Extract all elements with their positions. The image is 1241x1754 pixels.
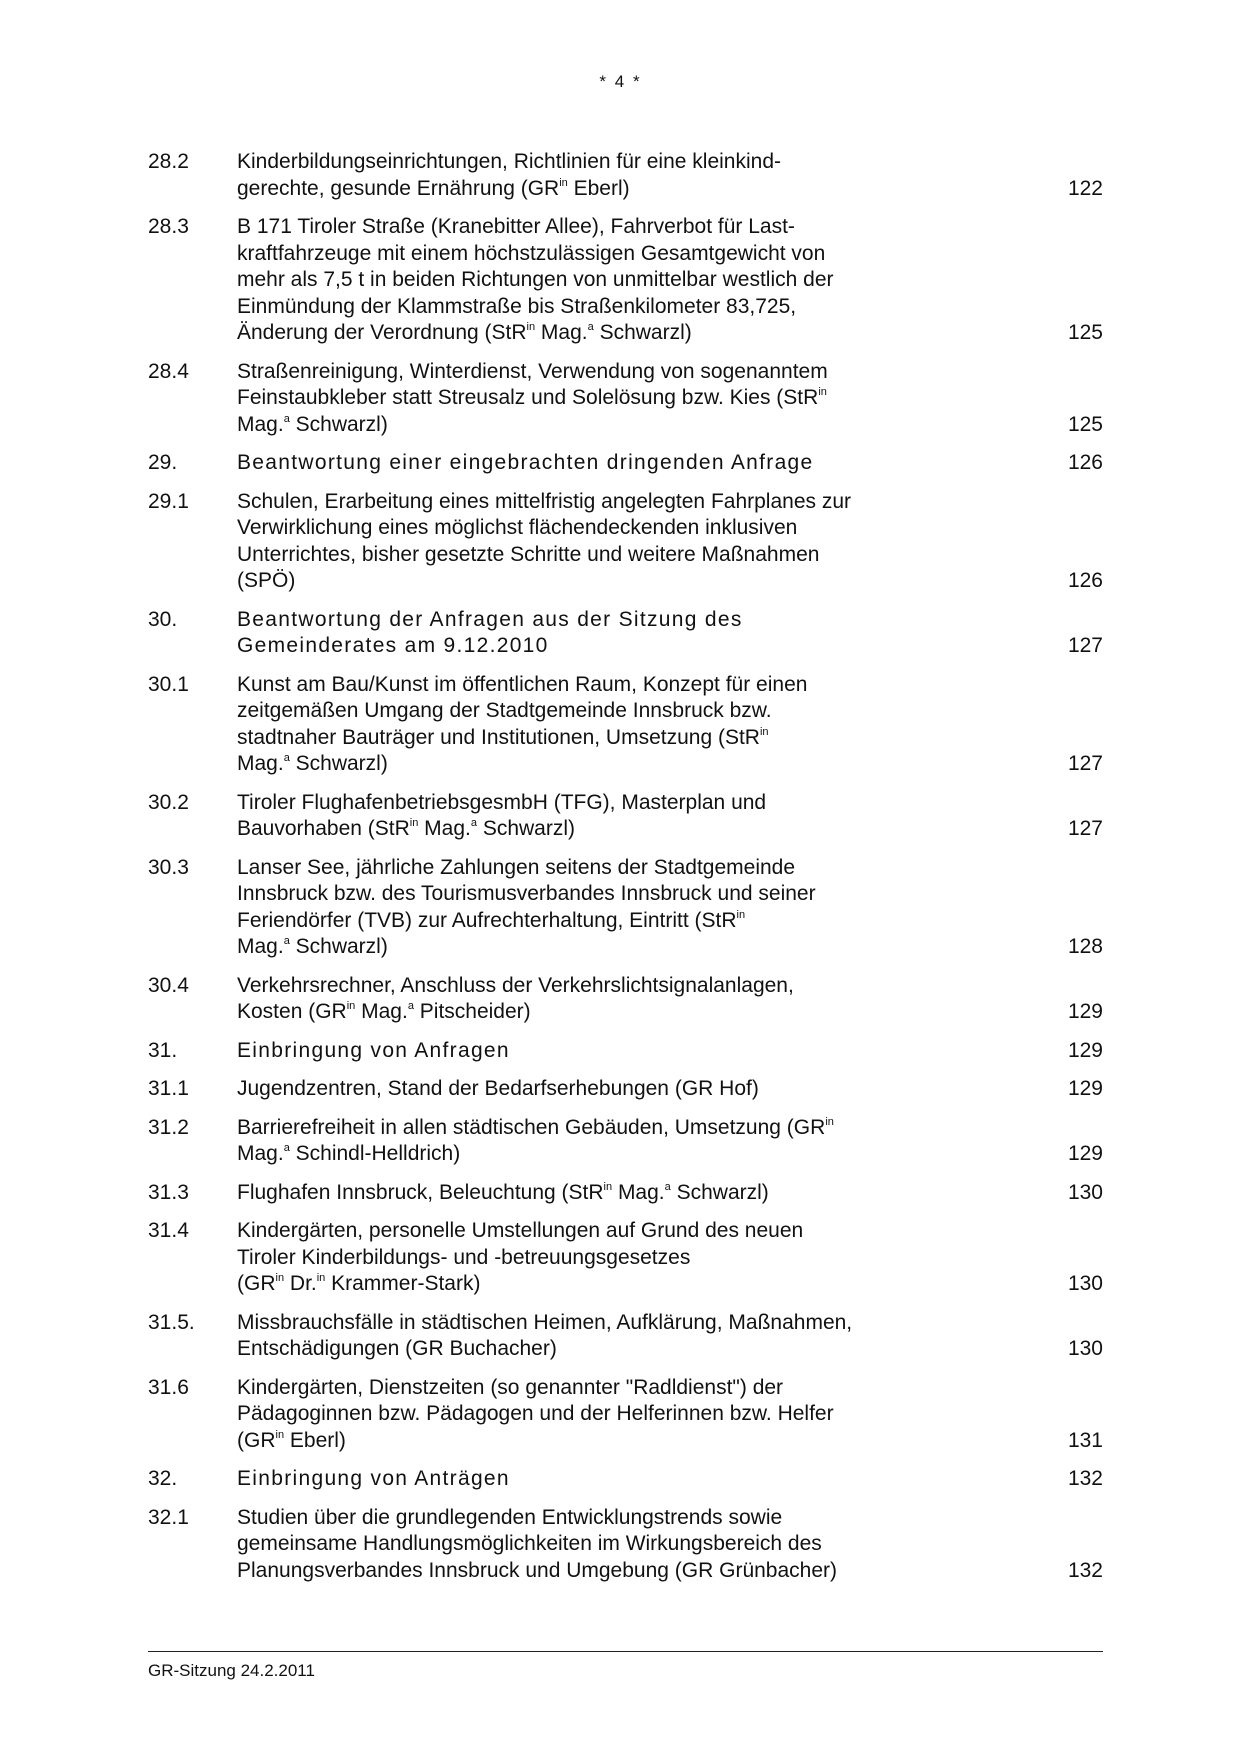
- toc-entry-page: 126: [1067, 451, 1103, 474]
- toc-entry-title-line: gerechte, gesunde Ernährung ($GR^{in}$ Eberl): [237, 176, 630, 200]
- toc-entry-title-line: Beantwortung einer eingebrachten dringenden Anfrage: [237, 451, 814, 474]
- toc-entry-page: 132: [1067, 1558, 1103, 1582]
- toc-entry-title: [237, 855, 977, 961]
- toc-entry: [148, 672, 1103, 778]
- toc-entry: [148, 1505, 1103, 1585]
- toc-entry-title-line: Bauvorhaben (StR$^{in}$ Mag.$^a$ Schwarzl): [237, 817, 576, 840]
- footer-session-date: GR-Sitzung 24.2.2011: [148, 1661, 315, 1680]
- toc-entry-title-line: Feriendörfer (TVB) zur Aufrechterhaltung, Eintritt (StR$^{in}$: [237, 908, 746, 932]
- toc-entry-title: [237, 1038, 977, 1065]
- toc-entry: [148, 790, 1103, 843]
- toc-entry-number: 31.5.: [148, 1310, 195, 1334]
- toc-entry-page: 129: [1067, 1038, 1103, 1062]
- toc-entry-page: 132: [1067, 1467, 1103, 1490]
- toc-entry-title: [237, 1375, 977, 1455]
- toc-section-heading: [148, 1038, 1103, 1065]
- toc-entry: [148, 855, 1103, 961]
- toc-entry-page: 130: [1067, 1272, 1103, 1295]
- toc-entry-title-line: Missbrauchsfälle in städtischen Heimen, Aufklärung, Maßnahmen,: [237, 1310, 853, 1334]
- toc-entry-title-line: Verkehrsrechner, Anschluss der Verkehrslichtsignalanlagen,: [237, 973, 794, 997]
- toc-entry-title-line: zeitgemäßen Umgang der Stadtgemeinde Innsbruck bzw.: [237, 699, 772, 722]
- toc-entry-title-line: Einmündung der Klammstraße bis Straßenkilometer 83,725,: [237, 294, 797, 318]
- toc-entry-number: 30.1: [148, 672, 189, 696]
- toc-entry-page: 127: [1067, 634, 1103, 657]
- toc-entry-title-line: Innsbruck bzw. des Tourismusverbandes Innsbruck und seiner: [237, 882, 816, 905]
- toc-entry-title-line: Kindergärten, personelle Umstellungen auf Grund des neuen: [237, 1219, 804, 1242]
- page-number: * 4 *: [599, 72, 642, 91]
- toc-entry-title: [237, 489, 977, 595]
- toc-entry-title: [237, 672, 977, 778]
- toc-entry: [148, 149, 1103, 202]
- toc-entry-title-line: Änderung der Verordnung (StR$^{in}$ Mag.$^a$ Schwarzl): [237, 321, 692, 344]
- toc-entry-title-line: Mag.$^a$ Schwarzl): [237, 412, 388, 436]
- toc-entry-title-line: Unterrichtes, bisher gesetzte Schritte und weitere Maßnahmen: [237, 542, 820, 566]
- toc-entry: [148, 1076, 1103, 1103]
- toc-entry-title-line: (SPÖ): [237, 569, 296, 592]
- toc-entry-number: 30.4: [148, 973, 189, 997]
- toc-entry-title-line: Einbringung von Anfragen: [237, 1038, 510, 1062]
- toc-entry-title: [237, 450, 977, 477]
- toc-entry-page: 127: [1067, 817, 1103, 840]
- toc-entry-page: 122: [1067, 176, 1103, 200]
- toc-entry-title-line: Schulen, Erarbeitung eines mittelfristig angelegten Fahrplanes zur: [237, 489, 852, 513]
- toc-entry: [148, 1218, 1103, 1298]
- toc-entry-title-line: Barrierefreiheit in allen städtischen Gebäuden, Umsetzung ($GR^{in}$: [237, 1115, 834, 1139]
- toc-entry-title: [237, 973, 977, 1026]
- toc-entry: [148, 1180, 1103, 1207]
- toc-entry: [148, 214, 1103, 347]
- toc-entry-title-line: Pädagoginnen bzw. Pädagogen und der Helferinnen bzw. Helfer: [237, 1402, 834, 1425]
- toc-entry-title: [237, 149, 977, 202]
- toc-entry-title-line: Entschädigungen (GR Buchacher): [237, 1337, 557, 1360]
- toc-entry-page: 131: [1067, 1428, 1103, 1452]
- toc-entry-title-line: Planungsverbandes Innsbruck und Umgebung (GR Grünbacher): [237, 1558, 838, 1582]
- toc-entry: [148, 1375, 1103, 1455]
- toc-entry: [148, 359, 1103, 439]
- toc-entry-title: [237, 1218, 977, 1298]
- toc-entry-title-line: Lanser See, jährliche Zahlungen seitens der Stadtgemeinde: [237, 855, 796, 879]
- toc-entry: [148, 1310, 1103, 1363]
- toc-entry-title-line: B 171 Tiroler Straße (Kranebitter Allee), Fahrverbot für Last-: [237, 215, 795, 238]
- toc-entry-title-line: mehr als 7,5 t in beiden Richtungen von unmittelbar westlich der: [237, 268, 834, 291]
- toc-entry-title-line: Studien über die grundlegenden Entwicklungstrends sowie: [237, 1505, 783, 1529]
- toc-entry-title-line: Tiroler Kinderbildungs- und -betreuungsgesetzes: [237, 1245, 691, 1269]
- toc-entry-page: 125: [1067, 412, 1103, 436]
- toc-entry-page: 129: [1067, 1000, 1103, 1023]
- toc-entry-title-line: Jugendzentren, Stand der Bedarfserhebungen (GR Hof): [237, 1077, 759, 1100]
- toc-entry-title-line: Beantwortung der Anfragen aus der Sitzung des: [237, 607, 743, 631]
- toc-entry-title: [237, 1180, 977, 1207]
- toc-entry-title-line: stadtnaher Bauträger und Institutionen, Umsetzung (StR$^{in}$: [237, 725, 769, 749]
- toc-entry-number: 31.2: [148, 1115, 189, 1139]
- toc-entry-title-line: ($GR^{in}$ Eberl): [237, 1428, 346, 1452]
- toc-entry-title: [237, 359, 977, 439]
- toc-entry-page: 129: [1067, 1142, 1103, 1165]
- toc-entry-title: [237, 1076, 977, 1103]
- toc-entry-number: 31.6: [148, 1375, 189, 1399]
- toc-entry-number: 30.3: [148, 855, 189, 879]
- toc-entry-title: [237, 1310, 977, 1363]
- toc-section-heading: [148, 1466, 1103, 1493]
- toc-entry-title-line: Tiroler FlughafenbetriebsgesmbH (TFG), Masterplan und: [237, 790, 767, 814]
- toc-entry-number: 29.1: [148, 489, 189, 513]
- toc-section-heading: [148, 607, 1103, 660]
- toc-entry-number: 32.: [148, 1467, 178, 1490]
- toc-entry-page: 125: [1067, 321, 1103, 344]
- toc-entry-page: 130: [1067, 1337, 1103, 1360]
- toc-entry-number: 30.2: [148, 790, 189, 814]
- toc-entry-number: 31.1: [148, 1077, 189, 1100]
- toc-entry-title: [237, 1466, 977, 1493]
- toc-entry-number: 31.: [148, 1038, 178, 1062]
- toc-entry-title-line: Kinderbildungseinrichtungen, Richtlinien für eine kleinkind-: [237, 150, 781, 173]
- toc-entry-title: [237, 790, 977, 843]
- toc-entry-title-line: Mag.$^a$ Schwarzl): [237, 752, 388, 775]
- toc-entry-page: 127: [1067, 752, 1103, 775]
- toc-entry-title-line: Verwirklichung eines möglichst flächendeckenden inklusiven: [237, 516, 798, 539]
- toc-entry-number: 30.: [148, 607, 178, 631]
- toc-entry-title-line: Straßenreinigung, Winterdienst, Verwendung von sogenanntem: [237, 359, 828, 383]
- toc-entry-title-line: Feinstaubkleber statt Streusalz und Solelösung bzw. Kies (StR$^{in}$: [237, 386, 827, 409]
- toc-entry: [148, 973, 1103, 1026]
- toc-entry-title-line: ($GR^{in}$ Dr.$^{in}$ Krammer-Stark): [237, 1272, 481, 1295]
- toc-entry-number: 32.1: [148, 1505, 189, 1529]
- toc-section-heading: [148, 450, 1103, 477]
- toc-entry-page: 126: [1067, 569, 1103, 592]
- table-of-contents: [148, 149, 1103, 1596]
- toc-entry-title-line: kraftfahrzeuge mit einem höchstzulässigen Gesamtgewicht von: [237, 241, 826, 265]
- toc-entry-title: [237, 1115, 977, 1168]
- toc-entry: [148, 1115, 1103, 1168]
- toc-entry-number: 28.4: [148, 359, 189, 383]
- toc-entry-title-line: Gemeinderates am 9.12.2010: [237, 634, 549, 657]
- toc-entry-title-line: Mag.$^a$ Schindl-Helldrich): [237, 1142, 461, 1165]
- toc-entry-page: 130: [1067, 1180, 1103, 1204]
- toc-entry-title: [237, 1505, 977, 1585]
- toc-entry-page: 129: [1067, 1077, 1103, 1100]
- toc-entry-title: [237, 607, 977, 660]
- toc-entry: [148, 489, 1103, 595]
- toc-entry-number: 28.2: [148, 150, 189, 173]
- toc-entry-title-line: Flughafen Innsbruck, Beleuchtung (StR$^{in}$ Mag.$^a$ Schwarzl): [237, 1180, 769, 1204]
- footer-divider: [148, 1651, 1103, 1652]
- toc-entry-number: 31.3: [148, 1180, 189, 1204]
- toc-entry-title-line: Kunst am Bau/Kunst im öffentlichen Raum, Konzept für einen: [237, 672, 808, 696]
- toc-entry-title-line: Mag.$^a$ Schwarzl): [237, 935, 388, 958]
- toc-entry-number: 29.: [148, 451, 178, 474]
- toc-entry-title-line: gemeinsame Handlungsmöglichkeiten im Wirkungsbereich des: [237, 1532, 822, 1555]
- toc-entry-title-line: Einbringung von Anträgen: [237, 1467, 510, 1490]
- toc-entry-number: 31.4: [148, 1219, 189, 1242]
- toc-entry-page: 128: [1067, 935, 1103, 958]
- toc-entry-title: [237, 214, 977, 347]
- toc-entry-title-line: Kosten ($GR^{in}$ Mag.$^a$ Pitscheider): [237, 1000, 531, 1023]
- toc-entry-title-line: Kindergärten, Dienstzeiten (so genannter "Radldienst") der: [237, 1375, 784, 1399]
- toc-entry-number: 28.3: [148, 215, 189, 238]
